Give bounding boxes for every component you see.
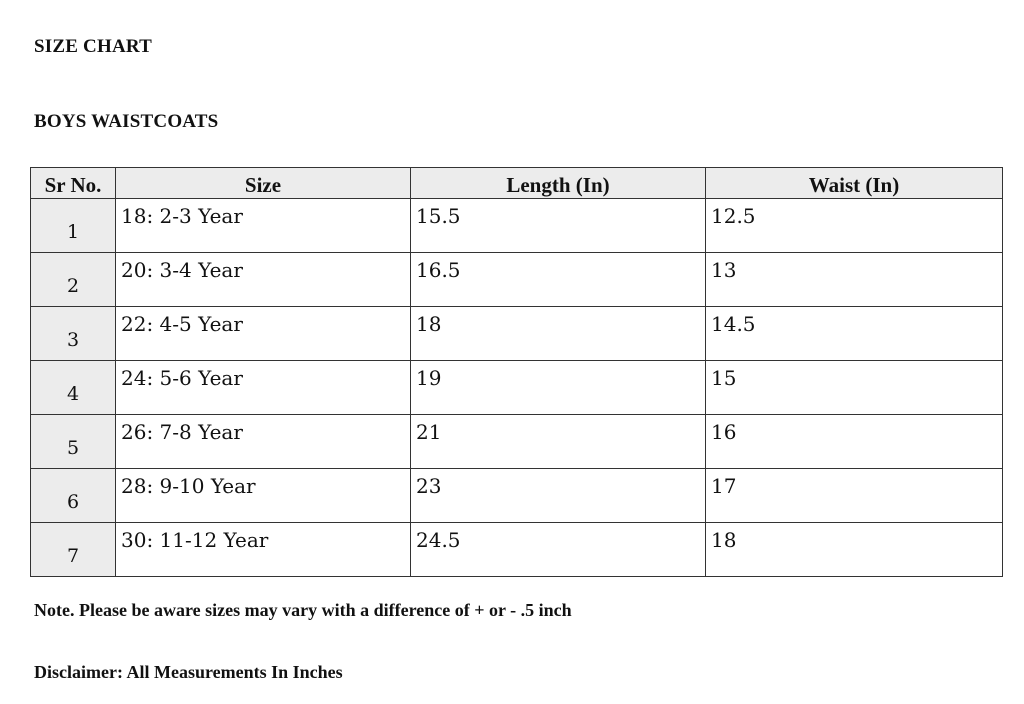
document-subtitle: BOYS WAISTCOATS [34,111,219,132]
cell-size: 20: 3-4 Year [116,253,411,307]
table-row [31,469,1003,523]
table-row [31,415,1003,469]
size-chart-table [30,167,1003,577]
cell-sr-no: 5 [31,415,116,469]
table-row [31,361,1003,415]
size-variation-note: Note. Please be aware sizes may vary with a difference of + or - .5 inch [34,600,572,620]
table-row [31,523,1003,577]
table-row [31,307,1003,361]
header-size: Size [116,168,411,199]
header-length: Length (In) [411,168,706,199]
cell-sr-no: 1 [31,199,116,253]
cell-length: 18 [411,307,706,361]
measurement-disclaimer: Disclaimer: All Measurements In Inches [34,662,343,682]
table-row [31,199,1003,253]
cell-sr-no: 7 [31,523,116,577]
cell-sr-no: 4 [31,361,116,415]
cell-length: 23 [411,469,706,523]
header-sr-no: Sr No. [31,168,116,199]
cell-length: 24.5 [411,523,706,577]
cell-waist: 16 [706,415,1003,469]
cell-waist: 17 [706,469,1003,523]
cell-waist: 14.5 [706,307,1003,361]
cell-sr-no: 2 [31,253,116,307]
cell-waist: 15 [706,361,1003,415]
cell-waist: 13 [706,253,1003,307]
table-row [31,253,1003,307]
cell-size: 22: 4-5 Year [116,307,411,361]
cell-waist: 12.5 [706,199,1003,253]
cell-size: 18: 2-3 Year [116,199,411,253]
table-header-row [31,168,1003,199]
cell-size: 28: 9-10 Year [116,469,411,523]
cell-length: 21 [411,415,706,469]
cell-length: 16.5 [411,253,706,307]
cell-size: 30: 11-12 Year [116,523,411,577]
cell-size: 24: 5-6 Year [116,361,411,415]
header-waist: Waist (In) [706,168,1003,199]
cell-length: 19 [411,361,706,415]
cell-sr-no: 6 [31,469,116,523]
cell-length: 15.5 [411,199,706,253]
document-title: SIZE CHART [34,36,153,57]
cell-sr-no: 3 [31,307,116,361]
cell-waist: 18 [706,523,1003,577]
cell-size: 26: 7-8 Year [116,415,411,469]
